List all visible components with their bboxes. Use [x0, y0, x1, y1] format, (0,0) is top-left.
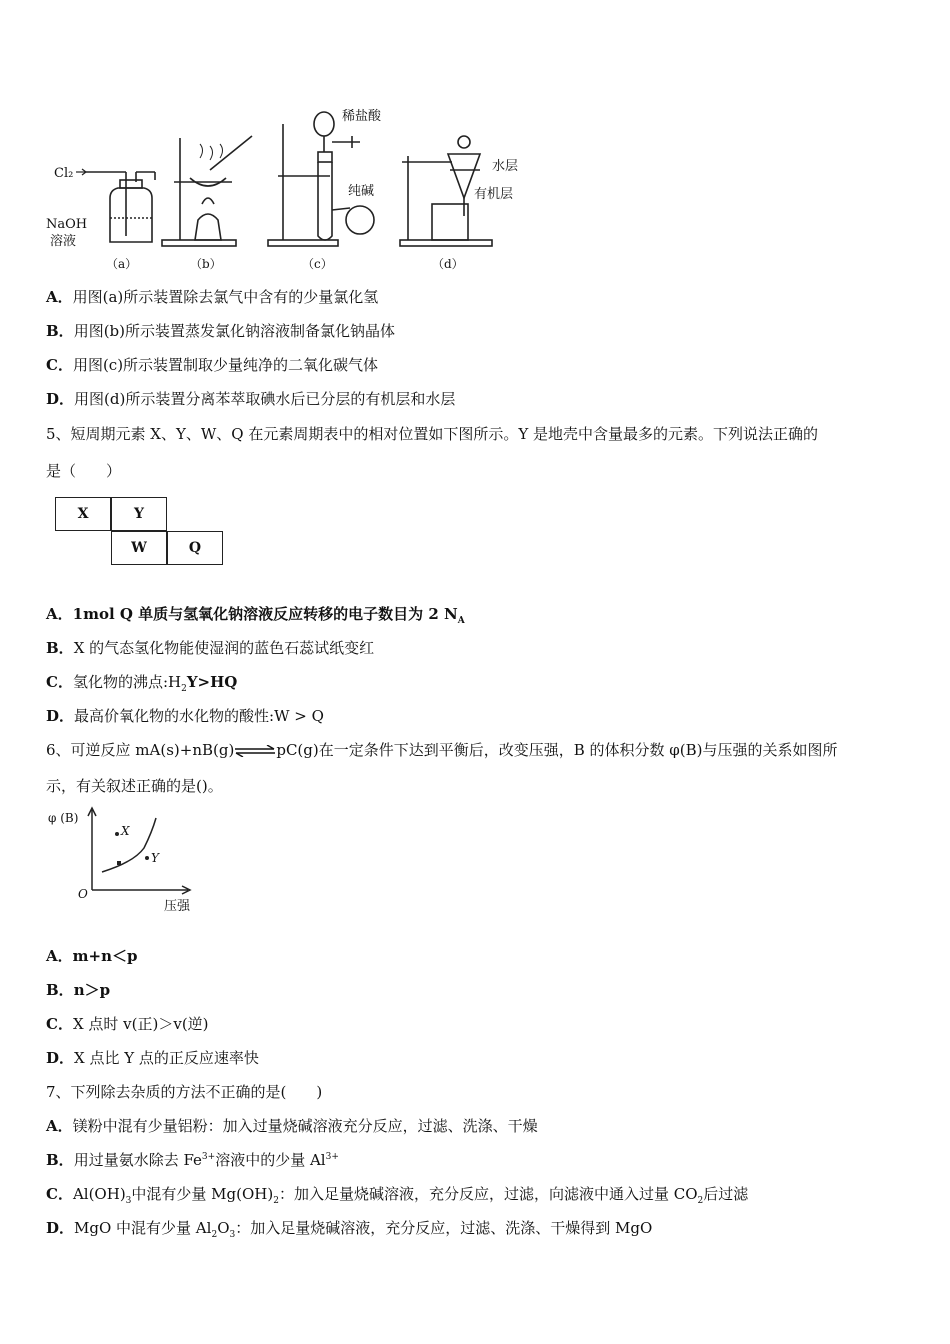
q7-option-c: C．$Al(OH)_3$中混有少量 $Mg(OH)_2$：加入足量烧碱溶液，充分反应，过滤，向滤液中通入过量 $CO_2$后过滤: [46, 1185, 749, 1206]
q5-option-d: D．最高价氧化物的水化物的酸性:W > Q: [46, 707, 324, 725]
q6-option-c: C．X 点时 v(正)＞v(逆): [46, 1015, 209, 1033]
q5-stem-line1: 5、短周期元素 X、Y、W、Q 在元素周期表中的相对位置如下图所示。Y 是地壳中含量最多的元素。下列说法正确的: [46, 425, 819, 443]
apparatus-c-co2-generator: [268, 112, 374, 246]
point-x-label: X: [121, 824, 130, 838]
q5-option-a: A．1mol Q 单质与氢氧化钠溶液反应转移的电子数目为 2 $N_A$: [46, 605, 465, 626]
q4-option-b: B．用图(b)所示装置蒸发氯化钠溶液制备氯化钠晶体: [46, 322, 395, 340]
apparatus-a-wash-bottle: [76, 169, 155, 242]
point-x-marker: [115, 832, 119, 836]
label-soda: 纯碱: [348, 184, 375, 199]
label-c: （c）: [302, 257, 333, 271]
q4-option-c: C．用图(c)所示装置制取少量纯净的二氧化碳气体: [46, 356, 379, 374]
label-a: （a）: [106, 257, 138, 271]
q5-option-b: B．X 的气态氢化物能使湿润的蓝色石蕊试纸变红: [46, 639, 375, 657]
q7-stem: 7、下列除去杂质的方法不正确的是( ): [46, 1083, 323, 1101]
q5-option-c: C．氢化物的沸点$:H_2Y>HQ$: [46, 673, 238, 694]
curve-point: [117, 861, 121, 865]
q4-option-d: D．用图(d)所示装置分离苯萃取碘水后已分层的有机层和水层: [46, 390, 456, 408]
label-dilute-hcl: 稀盐酸: [342, 109, 382, 124]
q7-option-d: D．MgO 中混有少量 $Al_2O_3$：加入足量烧碱溶液，充分反应，过滤、洗涤、干燥得到 MgO: [46, 1219, 653, 1240]
phi-b-pressure-graph: [44, 804, 214, 916]
apparatus-b-evaporation: [162, 136, 252, 246]
label-solution: 溶液: [50, 234, 77, 249]
label-organic-layer: 有机层: [474, 187, 514, 202]
q6-option-b: B．n＞p: [46, 981, 111, 999]
q5-stem-line2: 是（ ）: [46, 462, 122, 480]
label-water-layer: 水层: [492, 159, 519, 174]
cell-x: X: [55, 497, 111, 531]
label-cl2: Cl₂: [54, 166, 74, 181]
q4-option-a: A．用图(a)所示装置除去氯气中含有的少量氯化氢: [46, 288, 379, 306]
label-naoh: NaOH: [46, 217, 88, 232]
q7-option-a: A．镁粉中混有少量铝粉：加入过量烧碱溶液充分反应，过滤、洗涤、干燥: [46, 1117, 538, 1135]
q6-option-d: D．X 点比 Y 点的正反应速率快: [46, 1049, 259, 1067]
y-axis-label: φ (B): [48, 811, 79, 825]
x-axis-label: 压强: [164, 899, 191, 914]
apparatus-figure: [40, 100, 540, 275]
q6-stem-line1: 6、可逆反应 mA(s)+nB(g) pC(g)在一定条件下达到平衡后，改变压强，B 的体积分数 φ(B)与压强的关系如图所: [46, 741, 838, 759]
cell-y: Y: [111, 497, 167, 531]
label-b: （b）: [190, 257, 222, 271]
label-d: （d）: [432, 257, 464, 271]
origin-label: O: [78, 887, 88, 901]
q7-option-b: B．用过量氨水除去 $Fe^{3+}$溶液中的少量 $Al^{3+}$: [46, 1151, 339, 1169]
equilibrium-arrow-icon: [234, 745, 276, 757]
q6-stem-line2: 示，有关叙述正确的是()。: [46, 777, 223, 795]
point-y-label: Y: [151, 851, 159, 865]
q6-option-a: A．m+n＜p: [46, 947, 138, 965]
cell-q: Q: [167, 531, 223, 565]
cell-w: W: [111, 531, 167, 565]
point-y-marker: [145, 856, 149, 860]
